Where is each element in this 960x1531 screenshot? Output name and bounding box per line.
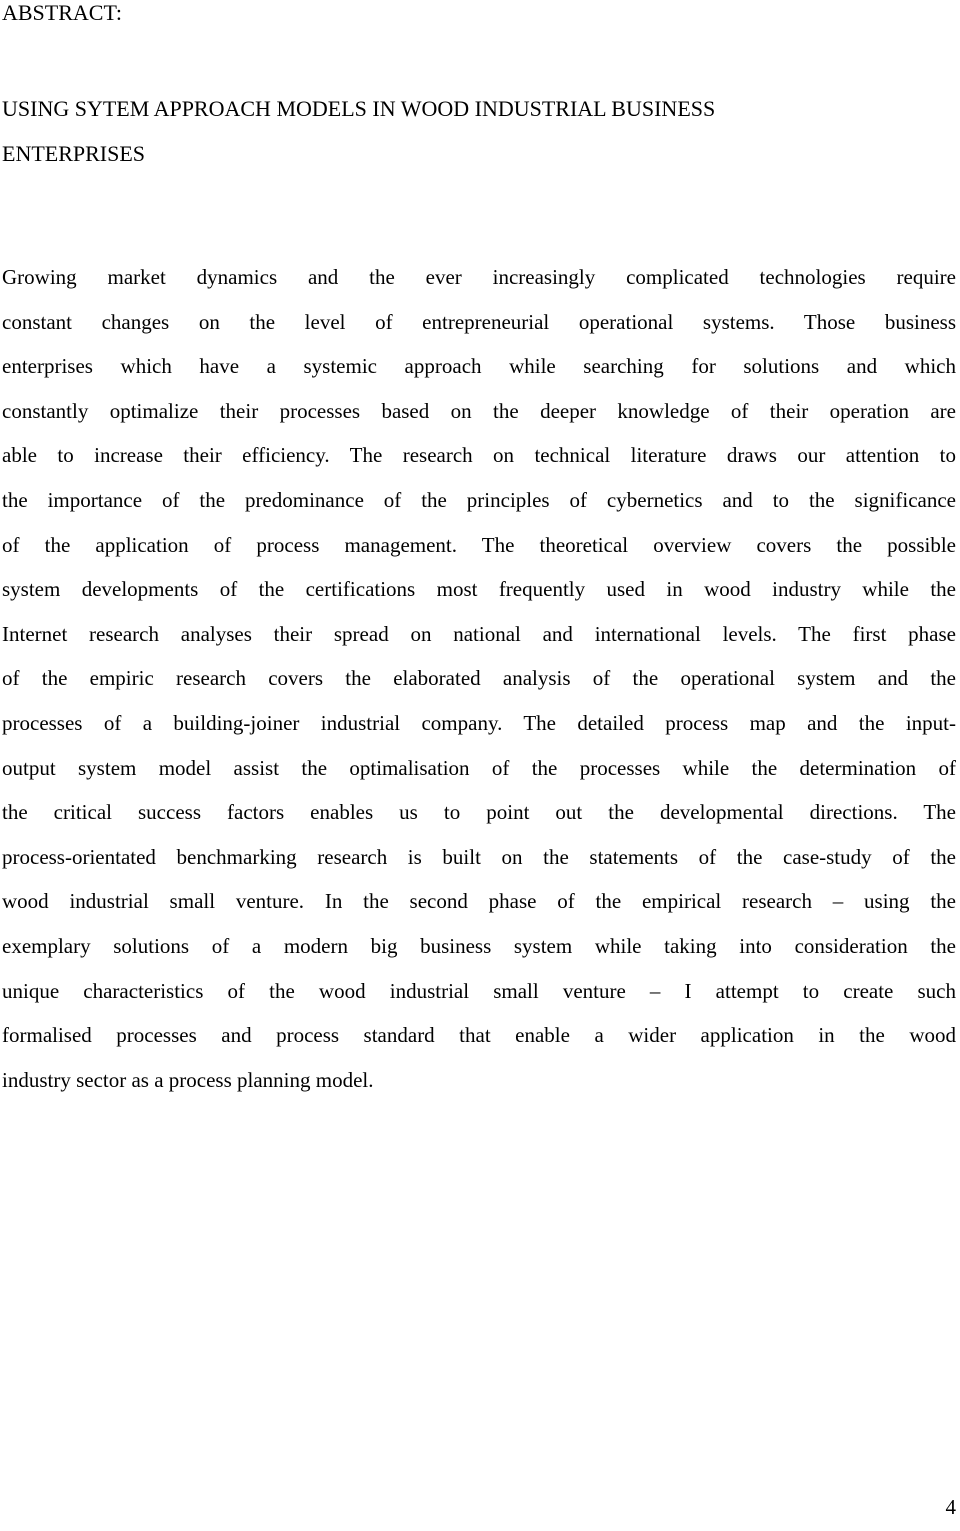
body-line: process-orientated benchmarking research is built on the statements of the case-study of the (2, 844, 956, 869)
body-line: exemplary solutions of a modern big business system while taking into consideration the (2, 933, 956, 958)
body-line: processes of a building-joiner industrial company. The detailed process map and the input- (2, 710, 956, 735)
body-line: Internet research analyses their spread on national and international levels. The first phase (2, 621, 956, 646)
body-line: formalised processes and process standard that enable a wider application in the wood (2, 1023, 956, 1048)
abstract-body (2, 255, 956, 1102)
body-line: system developments of the certifications most frequently used in wood industry while the (2, 577, 956, 602)
body-line: enterprises which have a systemic approach while searching for solutions and which (2, 354, 956, 379)
document-title (2, 86, 942, 176)
body-line: wood industrial small venture. In the second phase of the empirical research – using the (2, 889, 956, 914)
body-line: the importance of the predominance of the principles of cybernetics and to the significance (2, 487, 956, 512)
body-line: the critical success factors enables us to point out the developmental directions. The (2, 800, 956, 825)
body-line: of the empiric research covers the elaborated analysis of the operational system and the (2, 666, 956, 691)
body-line: able to increase their efficiency. The research on technical literature draws our attention to (2, 443, 956, 468)
body-line: Growing market dynamics and the ever increasingly complicated technologies require (2, 265, 956, 289)
page-number: 4 (945, 1495, 956, 1519)
title-line-1: USING SYTEM APPROACH MODELS IN WOOD INDUSTRIAL BUSINESS (2, 96, 716, 121)
body-line: unique characteristics of the wood industrial small venture – I attempt to create such (2, 978, 956, 1003)
body-line: constant changes on the level of entrepreneurial operational systems. Those business (2, 309, 956, 334)
abstract-heading: ABSTRACT: (2, 0, 122, 25)
body-line: industry sector as a process planning model. (2, 1067, 374, 1092)
body-line: output system model assist the optimalisation of the processes while the determination of (2, 755, 956, 780)
body-line: constantly optimalize their processes based on the deeper knowledge of their operation are (2, 398, 956, 423)
body-line: of the application of process management. The theoretical overview covers the possible (2, 532, 956, 557)
title-line-2: ENTERPRISES (2, 141, 146, 166)
